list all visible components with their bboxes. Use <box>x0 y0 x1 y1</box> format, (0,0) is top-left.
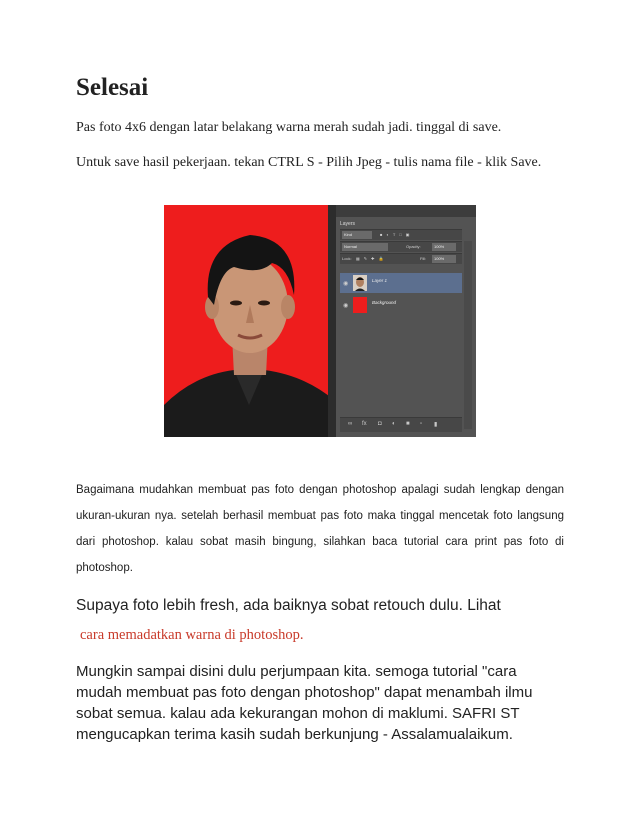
portrait-illustration <box>164 205 334 437</box>
trash-icon[interactable]: ▮ <box>434 422 438 428</box>
section-heading: Selesai <box>76 74 149 101</box>
fill-label: Fill: <box>420 256 427 261</box>
lock-icons[interactable]: ▦✎✚🔒 <box>356 256 388 261</box>
panel-footer-toolbar <box>340 417 462 432</box>
fill-input[interactable]: 100% <box>432 255 456 263</box>
tutorial-link[interactable]: cara memadatkan warna di photoshop. <box>80 627 304 643</box>
divider <box>328 205 336 437</box>
panel-scrollbar[interactable] <box>464 241 472 429</box>
link-layers-icon[interactable]: ∞ <box>348 421 353 427</box>
kind-select[interactable]: Kind <box>342 231 372 239</box>
paragraph-result: Pas foto 4x6 dengan latar belakang warna merah sudah jadi. tinggal di save. <box>76 120 502 135</box>
layer-name: Background <box>372 300 397 305</box>
group-folder-icon[interactable]: ■ <box>406 421 410 427</box>
layer-thumbnail <box>353 275 367 291</box>
lock-label: Lock: <box>342 256 352 261</box>
adjustment-icon[interactable]: ◐ <box>392 421 396 427</box>
layer-thumbnail <box>353 297 367 313</box>
photoshop-screenshot <box>164 205 476 437</box>
tab-layers[interactable]: Layers <box>340 221 356 227</box>
filter-icons[interactable]: ■◐T□▣ <box>380 232 414 237</box>
opacity-label: Opacity: <box>406 244 421 249</box>
panel-titlebar <box>336 205 476 217</box>
layer-name: Layer 1 <box>372 278 388 283</box>
passport-photo <box>164 205 334 437</box>
layers-panel <box>336 205 476 437</box>
layer-row-layer-1[interactable] <box>340 273 462 293</box>
blend-row <box>340 241 462 252</box>
blend-mode-select[interactable]: Normal <box>342 243 388 251</box>
visibility-eye-icon[interactable]: ◉ <box>343 303 349 309</box>
lock-row <box>340 253 462 264</box>
paragraph-summary: Bagaimana mudahkan membuat pas foto dengan photoshop apalagi sudah lengkap dengan ukuran-ukuran nya. setelah berhasil membuat pas foto maka tinggal mencetak foto langsung dari photoshop. kalau sobat masih bingung, silahkan baca tutorial cara print pas foto di photoshop. <box>76 484 564 574</box>
filter-row <box>340 229 462 240</box>
visibility-eye-icon[interactable]: ◉ <box>343 281 349 287</box>
fx-icon[interactable]: fx <box>362 421 367 427</box>
opacity-input[interactable]: 100% <box>432 243 456 251</box>
paragraph-closing: Mungkin sampai disini dulu perjumpaan kita. semoga tutorial "cara mudah membuat pas foto dengan photoshop" dapat menambah ilmu sobat semua. kalau ada kekurangan mohon di maklumi. SAFRI ST mengucapkan terima kasih sudah berkunjung - Assalamualaikum. <box>76 663 533 743</box>
mask-icon[interactable]: ◘ <box>378 421 382 427</box>
paragraph-save-instructions: Untuk save hasil pekerjaan. tekan CTRL S - Pilih Jpeg - tulis nama file - klik Save. <box>76 155 542 170</box>
new-layer-icon[interactable]: ▫ <box>420 421 423 427</box>
layer-row-background[interactable] <box>340 295 462 315</box>
paragraph-retouch: Supaya foto lebih fresh, ada baiknya sobat retouch dulu. Lihat <box>76 597 501 614</box>
